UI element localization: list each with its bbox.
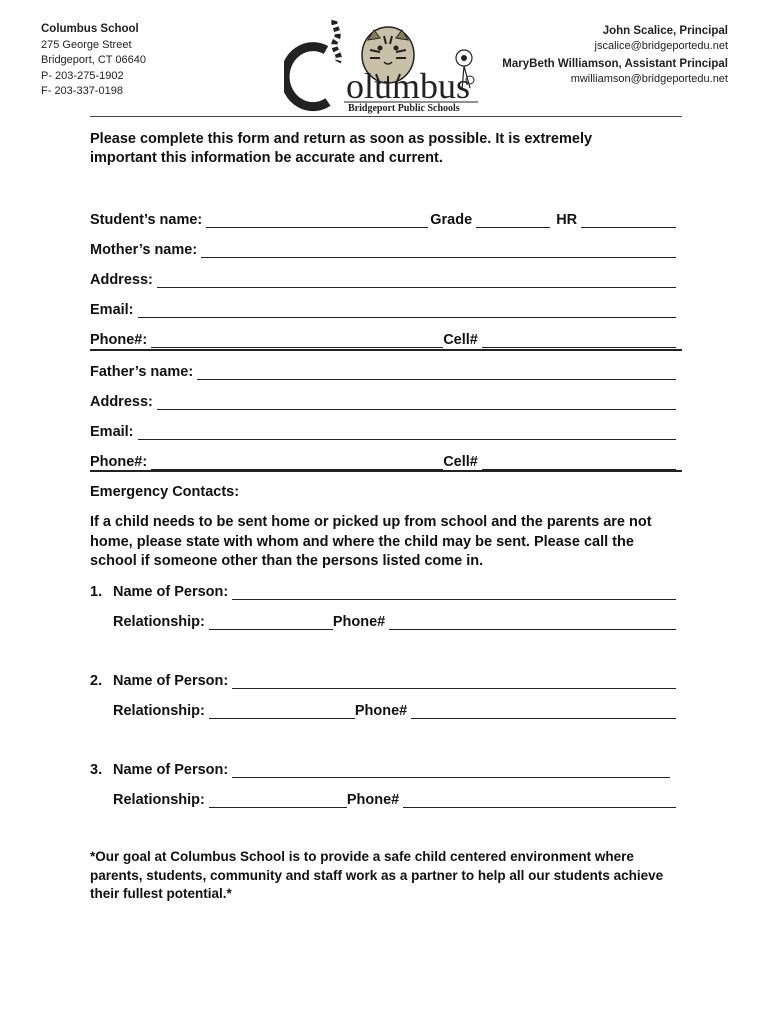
father-address-row bbox=[90, 390, 676, 410]
contact-3-name-field[interactable] bbox=[232, 764, 670, 778]
contact-2-name-field[interactable] bbox=[232, 675, 676, 689]
contact-2-relationship-label: Relationship: bbox=[113, 703, 205, 719]
columbus-logo bbox=[284, 10, 489, 114]
contact-2-relationship-field[interactable] bbox=[209, 705, 355, 719]
school-phone: P- 203-275-1902 bbox=[41, 69, 124, 82]
contact-1-name-label: Name of Person: bbox=[113, 584, 229, 600]
mother-address-field[interactable] bbox=[157, 274, 676, 288]
contact-3-phone-label: Phone# bbox=[346, 792, 400, 808]
student-name-label: Student’s name: bbox=[90, 212, 203, 228]
staff-contact-block bbox=[502, 24, 728, 87]
mother-cell-label: Cell# bbox=[443, 332, 478, 348]
father-cell-field[interactable] bbox=[482, 456, 676, 470]
father-email-field[interactable] bbox=[138, 426, 676, 440]
father-email-label: Email: bbox=[90, 424, 134, 440]
school-fax: F- 203-337-0198 bbox=[41, 85, 123, 97]
principal-email: jscalice@bridgeportedu.net bbox=[594, 40, 728, 52]
hr-field[interactable] bbox=[581, 214, 676, 228]
tiger-tail-icon bbox=[334, 18, 339, 62]
contact-1-relationship-label: Relationship: bbox=[113, 614, 205, 630]
contact-1-relationship-field[interactable] bbox=[209, 616, 333, 630]
intro-text: Please complete this form and return as soon as possible. It is extremely important this information be accurate and current. bbox=[90, 131, 593, 166]
mother-phone-field[interactable] bbox=[151, 334, 443, 348]
contact-1-phone-field[interactable] bbox=[389, 616, 676, 630]
hr-label: HR bbox=[556, 212, 578, 228]
logo-wordmark: olumbus bbox=[346, 66, 471, 106]
mother-cell-field[interactable] bbox=[482, 334, 676, 348]
mission-statement: *Our goal at Columbus School is to provide a safe child centered environment where parents, students, community and staff work as a partner to help all our students achieve their fullest potential.* bbox=[90, 849, 664, 901]
school-name: Columbus School bbox=[41, 23, 139, 35]
father-email-row bbox=[90, 420, 676, 440]
mother-name-field[interactable] bbox=[201, 244, 676, 258]
father-phone-label: Phone#: bbox=[90, 454, 148, 470]
father-phone-row bbox=[90, 450, 676, 470]
school-city: Bridgeport, CT 06640 bbox=[41, 54, 146, 66]
contact-2-number: 2. bbox=[90, 673, 103, 689]
contact-3-name-row bbox=[90, 758, 670, 778]
father-address-label: Address: bbox=[90, 394, 153, 410]
student-name-field[interactable] bbox=[206, 214, 428, 228]
contact-3-name-label: Name of Person: bbox=[113, 762, 229, 778]
header-divider bbox=[90, 116, 682, 117]
contact-1-number: 1. bbox=[90, 584, 103, 600]
contact-3-phone-field[interactable] bbox=[403, 794, 676, 808]
contact-2-phone-label: Phone# bbox=[354, 703, 408, 719]
mother-name-label: Mother’s name: bbox=[90, 242, 198, 258]
mother-address-row bbox=[90, 268, 676, 288]
contact-2-phone-field[interactable] bbox=[411, 705, 676, 719]
principal-name: John Scalice, Principal bbox=[602, 25, 728, 37]
grade-label: Grade bbox=[430, 212, 473, 228]
assistant-principal-email: mwilliamson@bridgeportedu.net bbox=[570, 73, 728, 85]
contact-2-name-label: Name of Person: bbox=[113, 673, 229, 689]
contact-1-name-row bbox=[90, 580, 676, 600]
father-section-divider bbox=[90, 470, 682, 472]
contact-1-detail-row bbox=[113, 610, 676, 630]
emergency-instructions: If a child needs to be sent home or picked up from school and the parents are not home, please state with whom and where the child may be sent. Please call the school if someone other than the persons listed come in. bbox=[90, 514, 652, 569]
assistant-principal-name: MaryBeth Williamson, Assistant Principal bbox=[502, 58, 728, 70]
mother-email-row bbox=[90, 298, 676, 318]
school-address-block bbox=[41, 22, 146, 100]
father-name-field[interactable] bbox=[197, 366, 676, 380]
father-cell-label: Cell# bbox=[443, 454, 478, 470]
mother-name-row bbox=[90, 238, 676, 258]
mother-address-label: Address: bbox=[90, 272, 153, 288]
emergency-heading: Emergency Contacts: bbox=[90, 484, 240, 500]
father-name-label: Father’s name: bbox=[90, 364, 194, 380]
father-name-row bbox=[90, 360, 676, 380]
father-address-field[interactable] bbox=[157, 396, 676, 410]
mother-section-divider bbox=[90, 349, 682, 351]
logo-subtitle: Bridgeport Public Schools bbox=[348, 103, 460, 114]
contact-3-number: 3. bbox=[90, 762, 103, 778]
mother-email-label: Email: bbox=[90, 302, 134, 318]
mother-email-field[interactable] bbox=[138, 304, 676, 318]
contact-1-phone-label: Phone# bbox=[332, 614, 386, 630]
mother-phone-row bbox=[90, 328, 676, 348]
contact-3-detail-row bbox=[113, 788, 676, 808]
school-street: 275 George Street bbox=[41, 38, 132, 51]
student-row bbox=[90, 208, 676, 228]
grade-field[interactable] bbox=[476, 214, 550, 228]
contact-2-detail-row bbox=[113, 699, 676, 719]
contact-2-name-row bbox=[90, 669, 676, 689]
mother-phone-label: Phone#: bbox=[90, 332, 148, 348]
contact-3-relationship-field[interactable] bbox=[209, 794, 347, 808]
father-phone-field[interactable] bbox=[151, 456, 443, 470]
contact-3-relationship-label: Relationship: bbox=[113, 792, 205, 808]
contact-1-name-field[interactable] bbox=[232, 586, 676, 600]
